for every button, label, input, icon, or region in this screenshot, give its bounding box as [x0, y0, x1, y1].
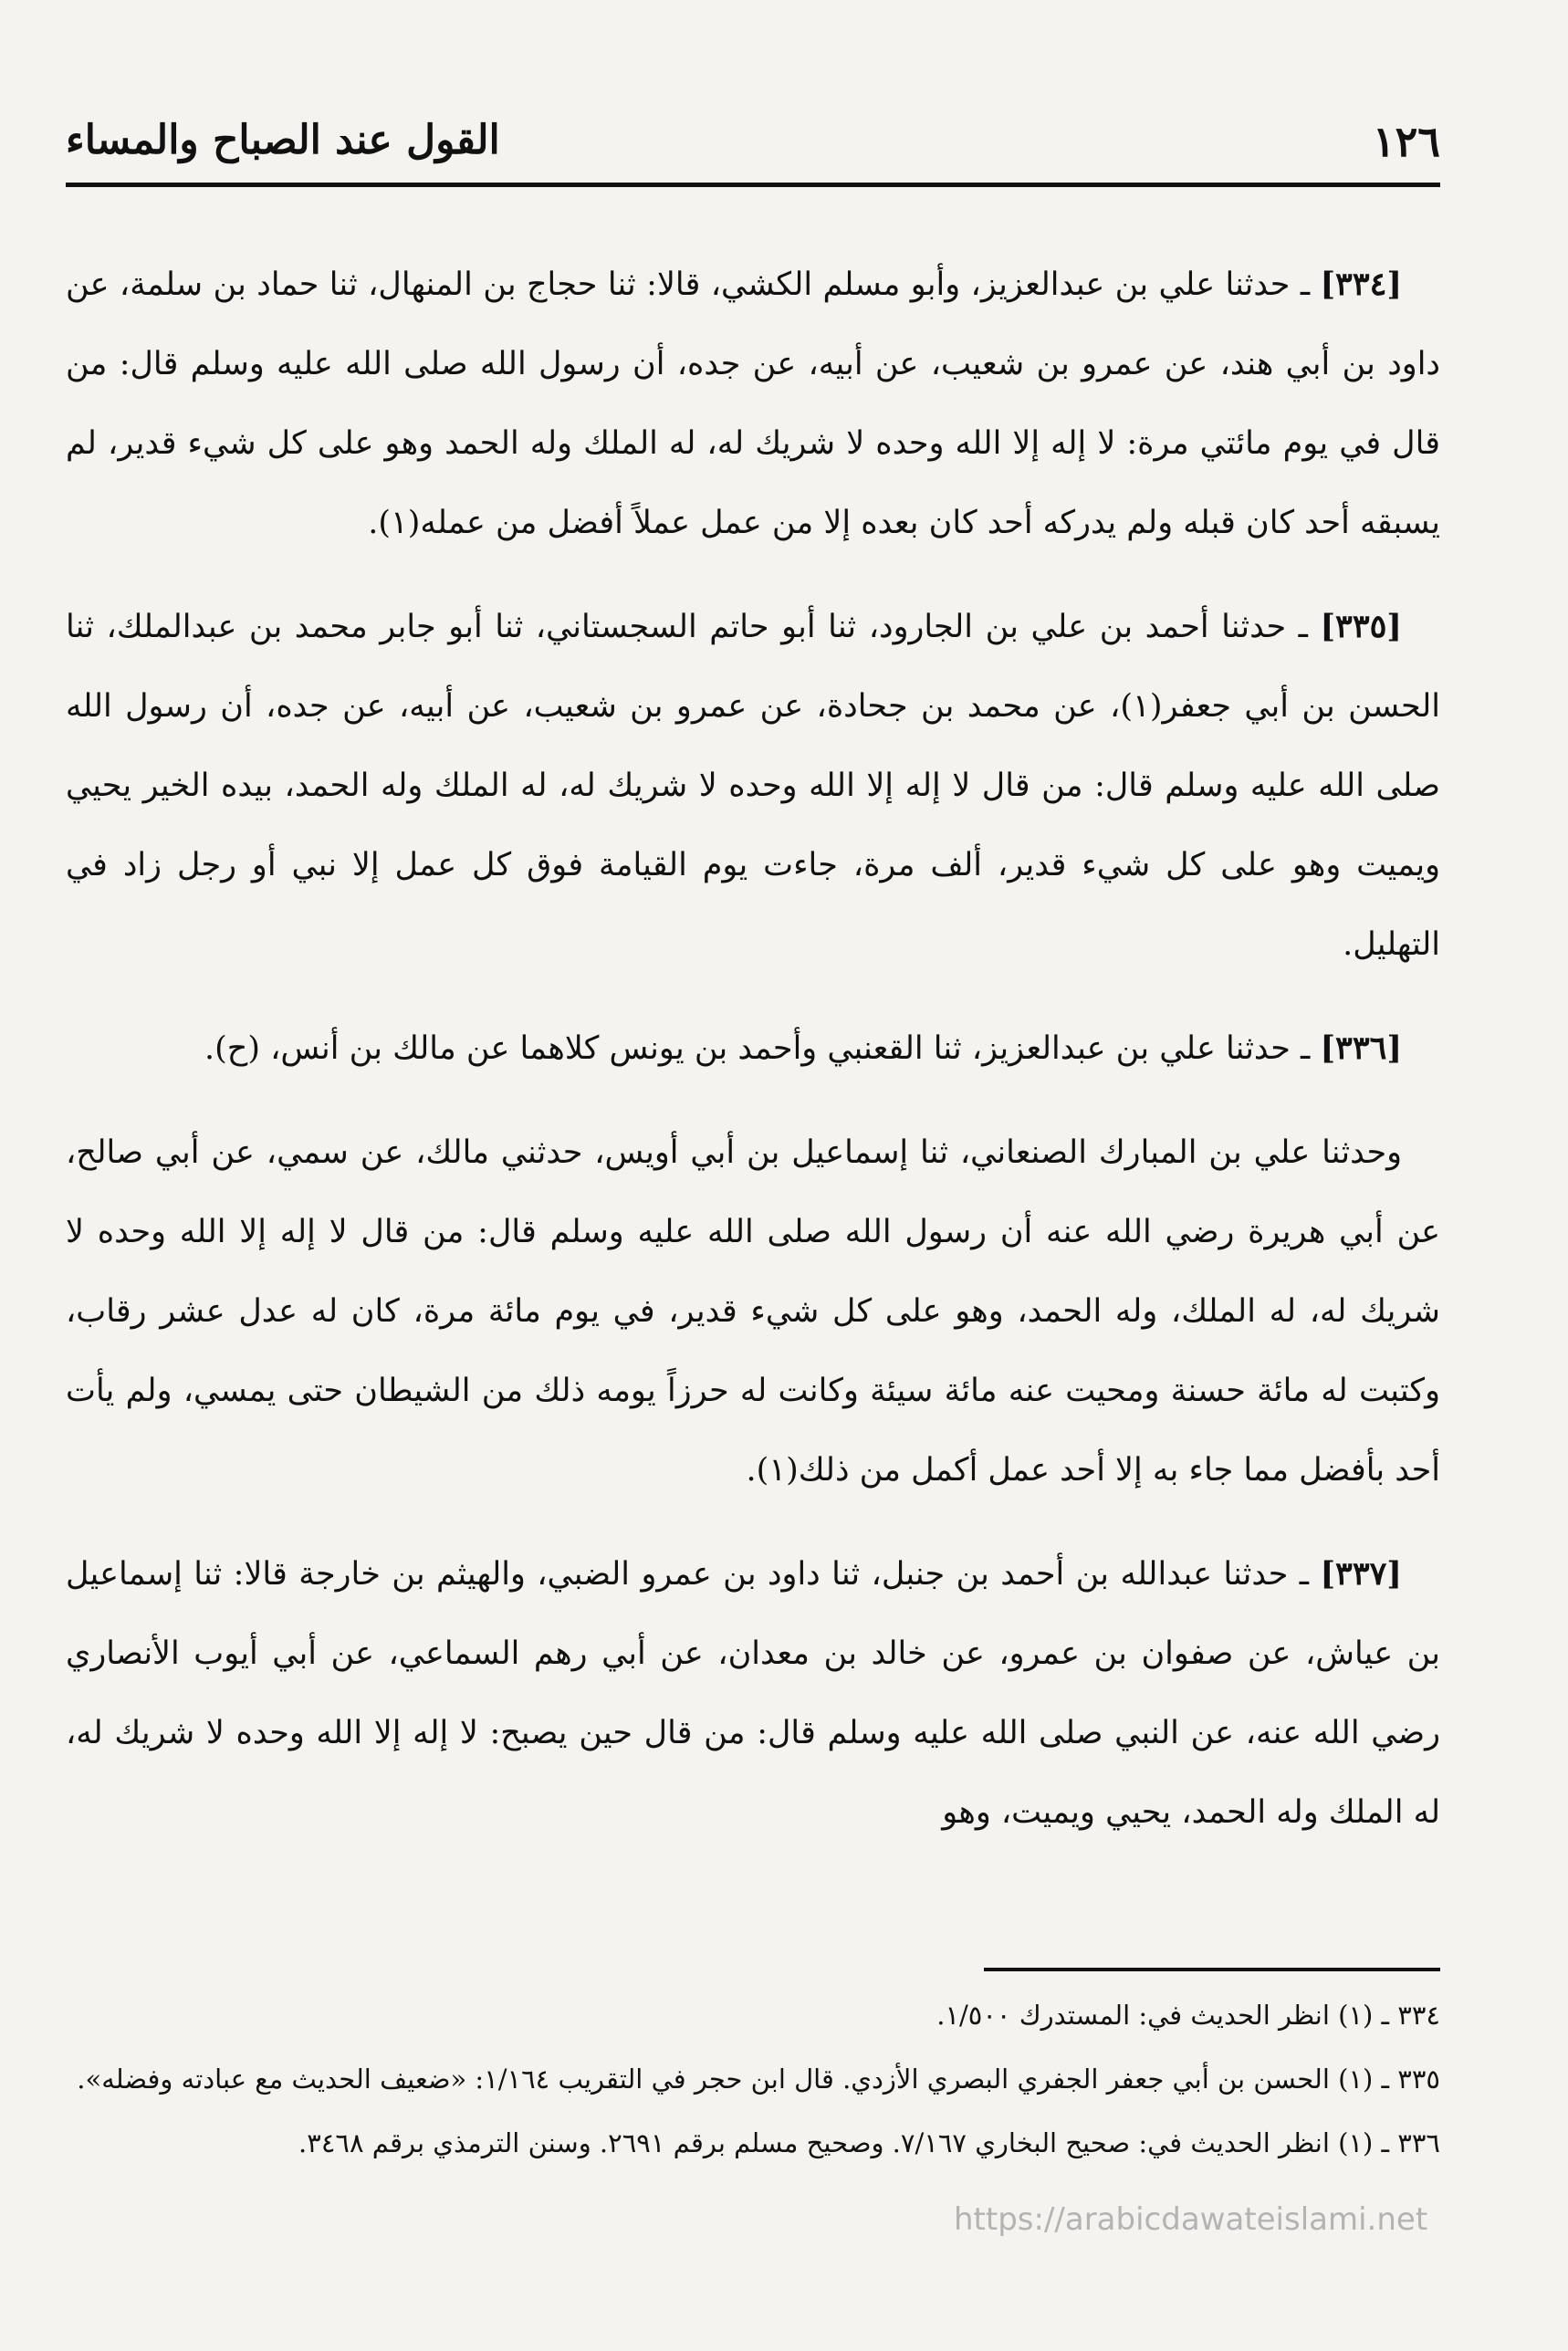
- footnote: ٣٣٦ ـ (١) انظر الحديث في: صحيح البخاري ٧/١٦٧. وصحيح مسلم برقم ٢٦٩١. وسنن الترمذي برقم ٣٤٦٨.: [298, 2127, 1440, 2158]
- footnote: ٣٣٥ ـ (١) الحسن بن أبي جعفر الجفري البصري الأزدي. قال ابن حجر في التقريب ١/١٦٤: «ضعيف الحديث مع عبادته وفضله».: [77, 2064, 1440, 2095]
- hadith-paragraph: [66, 245, 1440, 563]
- page-number: ١٢٦: [1372, 117, 1440, 166]
- footnotes: [66, 1990, 1440, 2181]
- hadith-number: [٣٣٥]: [1320, 608, 1402, 645]
- chapter-title: القول عند الصباح والمساء: [66, 117, 500, 163]
- main-text: [66, 245, 1440, 1876]
- hadith-paragraph: [66, 1113, 1440, 1510]
- hadith-paragraph: [66, 587, 1440, 985]
- footnote-divider: [984, 1968, 1440, 1971]
- hadith-paragraph: [66, 1534, 1440, 1853]
- hadith-number: [٣٣٤]: [1320, 266, 1402, 303]
- hadith-text: ـ حدثنا علي بن عبدالعزيز، ثنا القعنبي وأحمد بن يونس كلاهما عن مالك بن أنس، (ح).: [204, 1030, 1311, 1067]
- header-divider: [66, 183, 1440, 187]
- hadith-number: [٣٣٧]: [1320, 1555, 1402, 1593]
- hadith-text: وحدثنا علي بن المبارك الصنعاني، ثنا إسماعيل بن أبي أويس، حدثني مالك، عن سمي، عن أبي صالح، عن أبي هريرة رضي الله عنه أن رسول الله صلى الله عليه وسلم قال: من قال لا إله إلا الله وحده لا شريك له، له الملك، وله الحمد، وهو على كل شيء قدير، في يوم مائة مرة، كان له عدل عشر رقاب، وكتبت له مائة حسنة ومحيت عنه مائة سيئة وكانت له حرزاً يومه ذلك من الشيطان حتى يمسي، ولم يأت أحد بأفضل مما جاء به إلا أحد عمل أكمل من ذلك(١).: [66, 1134, 1440, 1489]
- hadith-text: ـ حدثنا عبدالله بن أحمد بن جنبل، ثنا داود بن عمرو الضبي، والهيثم بن خارجة قالا: ثنا إسماعيل بن عياش، عن صفوان بن عمرو، عن خالد بن معدان، عن أبي رهم السماعي، عن أبي أيوب الأنصاري رضي الله عنه، عن النبي صلى الله عليه وسلم قال: من قال حين يصبح: لا إله إلا الله وحده لا شريك له، له الملك وله الحمد، يحيي ويميت، وهو: [66, 1556, 1440, 1831]
- page-header: [66, 117, 1440, 181]
- hadith-number: [٣٣٦]: [1320, 1029, 1402, 1067]
- source-watermark: https://arabicdawateislami.net: [954, 2201, 1428, 2238]
- hadith-text: ـ حدثنا أحمد بن علي بن الجارود، ثنا أبو حاتم السجستاني، ثنا أبو جابر محمد بن عبدالملك، ثنا الحسن بن أبي جعفر(١)، عن محمد بن جحادة، عن عمرو بن شعيب، عن أبيه، عن جده، أن رسول الله صلى الله عليه وسلم قال: من قال لا إله إلا الله وحده لا شريك له، له الملك وله الحمد، بيده الخير يحيي ويميت وهو على كل شيء قدير، ألف مرة، جاءت يوم القيامة فوق كل عمل إلا نبي أو رجل زاد في التهليل.: [66, 609, 1441, 963]
- hadith-paragraph: [66, 1008, 1440, 1089]
- footnote: ٣٣٤ ـ (١) انظر الحديث في: المستدرك ١/٥٠٠.: [936, 2000, 1440, 2031]
- hadith-text: ـ حدثنا علي بن عبدالعزيز، وأبو مسلم الكشي، قالا: ثنا حجاج بن المنهال، ثنا حماد بن سلمة، عن داود بن أبي هند، عن عمرو بن شعيب، عن أبيه، عن جده، أن رسول الله صلى الله عليه وسلم قال: من قال في يوم مائتي مرة: لا إله إلا الله وحده لا شريك له، له الملك وله الحمد وهو على كل شيء قدير، لم يسبقه أحد كان قبله ولم يدركه أحد كان بعده إلا من عمل عملاً أفضل من عمله(١).: [66, 266, 1440, 541]
